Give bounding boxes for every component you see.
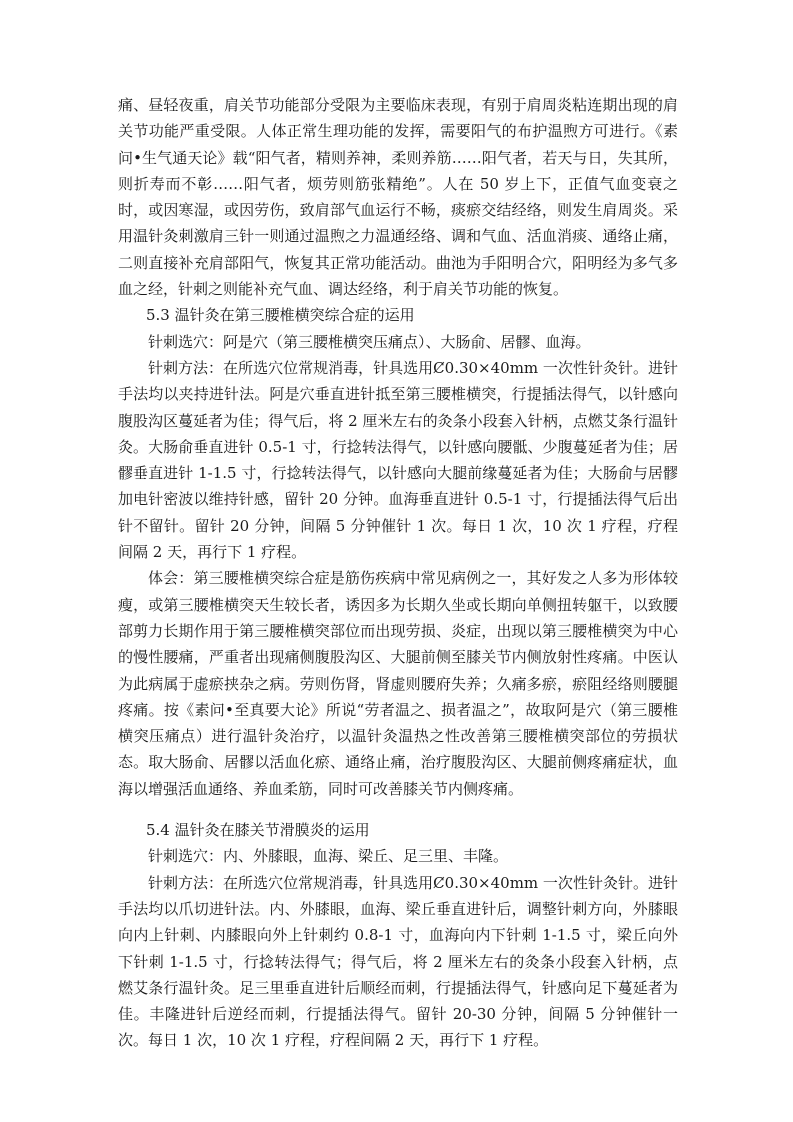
section-heading-5-3: 5.3 温针灸在第三腰椎横突综合症的运用: [146, 306, 415, 325]
section-gap: [118, 802, 678, 817]
paragraph-5-3-method: 针刺方法：在所选穴位常规消毒，针具选用Ȼ0.30×40mm 一次性针灸针。进针手法均以夹持进针法。阿是穴垂直进针抵至第三腰椎横突，行提插法得气，以针感向腹股沟区蔓延者为佳；得气后，将 2 厘米左右的灸条小段套入针柄，点燃艾条行温针灸。大肠俞垂直进针 0.5-1 寸，行捻转法得气，以针感向腰骶、少腹蔓延者为佳；居髎垂直进针 1-1.5 寸，行捻转法得气，以针感向大腿前缘蔓延者为佳；大肠俞与居髎加电针密波以维持针感，留针 20 分钟。血海垂直进针 0.5-1 寸，行提插法得气后出针不留针。留针 20 分钟，间隔 5 分钟催针 1 次。每日 1 次，10 次 1 疗程，疗程间隔 2 天，再行下 1 疗程。: [118, 358, 678, 562]
section-heading-5-4: 5.4 温针灸在膝关节滑膜炎的运用: [146, 821, 370, 840]
paragraph-5-3-acupoints: 针刺选穴：阿是穴（第三腰椎横突压痛点）、大肠俞、居髎、血海。: [148, 332, 591, 351]
document-page: [118, 92, 678, 1054]
paragraph-shoulder-discussion: 痛、昼轻夜重，肩关节功能部分受限为主要临床表现，有别于肩周炎粘连期出现的肩关节功能严重受限。人体正常生理功能的发挥，需要阳气的布护温煦方可进行。《素问•生气通天论》载“阳气者，精则养神，柔则养筋……阳气者，若天与日，失其所，则折寿而不彰……阳气者，烦劳则筋张精绝”。人在 50 岁上下，正值气血变衰之时，或因寒湿，或因劳伤，致肩部气血运行不畅，痰瘀交结经络，则发生肩周炎。采用温针灸刺激肩三针一则通过温煦之力温通经络、调和气血、活血消痰、通络止痛，二则直接补充肩部阳气，恢复其正常功能活动。曲池为手阳明合穴，阳明经为多气多血之经，针刺之则能补充气血、调达经络，利于肩关节功能的恢复。: [118, 96, 678, 299]
paragraph-5-3-experience: 体会：第三腰椎横突综合症是筋伤疾病中常见病例之一，其好发之人多为形体较瘦，或第三腰椎横突天生较长者，诱因多为长期久坐或长期向单侧扭转躯干，以致腰部剪力长期作用于第三腰椎横突部位而出现劳损、炎症，出现以第三腰椎横突为中心的慢性腰痛，严重者出现痛侧腹股沟区、大腿前侧至膝关节内侧放射性疼痛。中医认为此病属于虚瘀挟杂之病。劳则伤肾，肾虚则腰府失养；久痛多瘀，瘀阻经络则腰腿疼痛。按《素问•至真要大论》所说“劳者温之、损者温之”，故取阿是穴（第三腰椎横突压痛点）进行温针灸治疗，以温针灸温热之性改善第三腰椎横突部位的劳损状态。取大肠俞、居髎以活血化瘀、通络止痛，治疗腹股沟区、大腿前侧疼痛症状，血海以增强活血通络、养血柔筋，同时可改善膝关节内侧疼痛。: [118, 569, 678, 798]
paragraph-5-4-method: 针刺方法：在所选穴位常规消毒，针具选用Ȼ0.30×40mm 一次性针灸针。进针手法均以爪切进针法。内、外膝眼，血海、梁丘垂直进针后，调整针刺方向，外膝眼向内上针刺、内膝眼向外上针刺约 0.8-1 寸，血海向内下针刺 1-1.5 寸，梁丘向外下针刺 1-1.5 寸，行捻转法得气；得气后，将 2 厘米左右的灸条小段套入针柄，点燃艾条行温针灸。足三里垂直进针后顺经而刺，行提插法得气，针感向足下蔓延者为佳。丰隆进针后逆经而刺，行提插法得气。留针 20-30 分钟，间隔 5 分钟催针一次。每日 1 次，10 次 1 疗程，疗程间隔 2 天，再行下 1 疗程。: [118, 873, 678, 1050]
paragraph-5-4-acupoints: 针刺选穴：内、外膝眼，血海、梁丘、足三里、丰隆。: [148, 847, 509, 866]
